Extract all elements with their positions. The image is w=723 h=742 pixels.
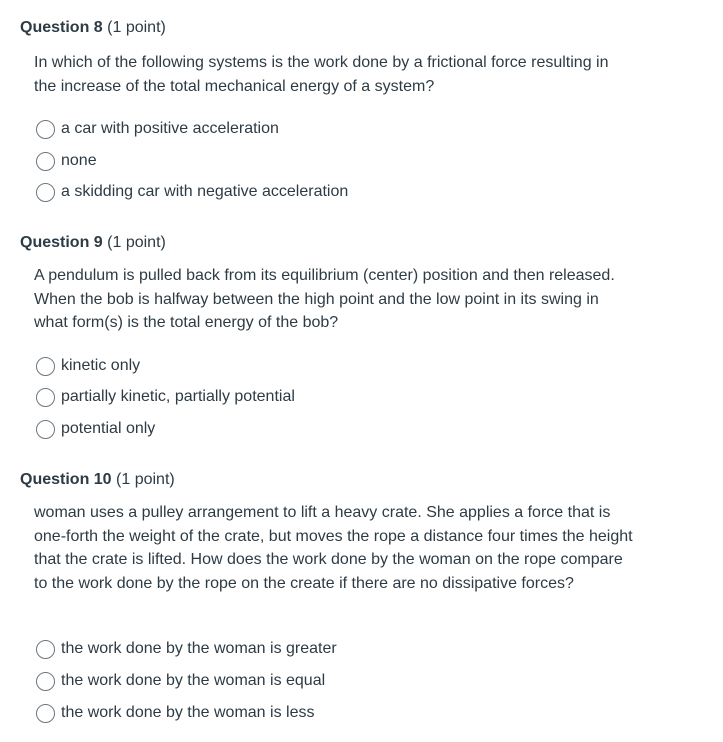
radio-button[interactable] <box>36 672 55 691</box>
answer-label[interactable]: kinetic only <box>61 357 141 374</box>
answer-label[interactable]: partially kinetic, partially potential <box>61 388 295 405</box>
answer-label[interactable]: a skidding car with negative acceleration <box>61 183 349 200</box>
answer-option[interactable] <box>36 117 279 141</box>
answer-option[interactable] <box>36 149 97 173</box>
answer-label[interactable]: the work done by the woman is equal <box>61 672 326 689</box>
question-text: In which of the following systems is the work done by a frictional force resulting in the increase of the total mechanical energy of a system? <box>34 54 609 95</box>
question-header <box>20 18 166 38</box>
question-points: (1 point) <box>116 471 175 488</box>
answer-option[interactable] <box>36 385 295 409</box>
radio-button[interactable] <box>36 388 55 407</box>
radio-button[interactable] <box>36 357 55 376</box>
answer-label[interactable]: potential only <box>61 420 156 437</box>
radio-button[interactable] <box>36 183 55 202</box>
answer-option[interactable] <box>36 701 314 725</box>
question-points: (1 point) <box>107 19 166 36</box>
question-text: A pendulum is pulled back from its equilibrium (center) position and then released. When the bob is halfway between the high point and the low point in its swing in what form(s) is the total energy of the bob? <box>34 267 615 331</box>
answer-option[interactable] <box>36 669 325 693</box>
answer-option[interactable] <box>36 354 140 378</box>
answer-label[interactable]: a car with positive acceleration <box>61 120 279 137</box>
radio-button[interactable] <box>36 420 55 439</box>
question-text: woman uses a pulley arrangement to lift a heavy crate. She applies a force that is one-forth the weight of the crate, but moves the rope a distance four times the height that the crate is lifted. How does the work done by the woman on the rope compare to the work done by the rope on the create if there are no dissipative forces? <box>34 504 633 592</box>
radio-button[interactable] <box>36 640 55 659</box>
question-title: Question 10 <box>20 471 112 488</box>
answer-option[interactable] <box>36 180 348 204</box>
question-header <box>20 233 166 253</box>
radio-button[interactable] <box>36 120 55 139</box>
answer-option[interactable] <box>36 637 337 661</box>
radio-button[interactable] <box>36 152 55 171</box>
answer-label[interactable]: the work done by the woman is less <box>61 704 315 721</box>
answer-label[interactable]: none <box>61 152 97 169</box>
answer-label[interactable]: the work done by the woman is greater <box>61 640 337 657</box>
question-points: (1 point) <box>107 234 166 251</box>
question-title: Question 8 <box>20 19 103 36</box>
answer-option[interactable] <box>36 417 155 441</box>
question-title: Question 9 <box>20 234 103 251</box>
question-header <box>20 470 175 490</box>
radio-button[interactable] <box>36 704 55 723</box>
